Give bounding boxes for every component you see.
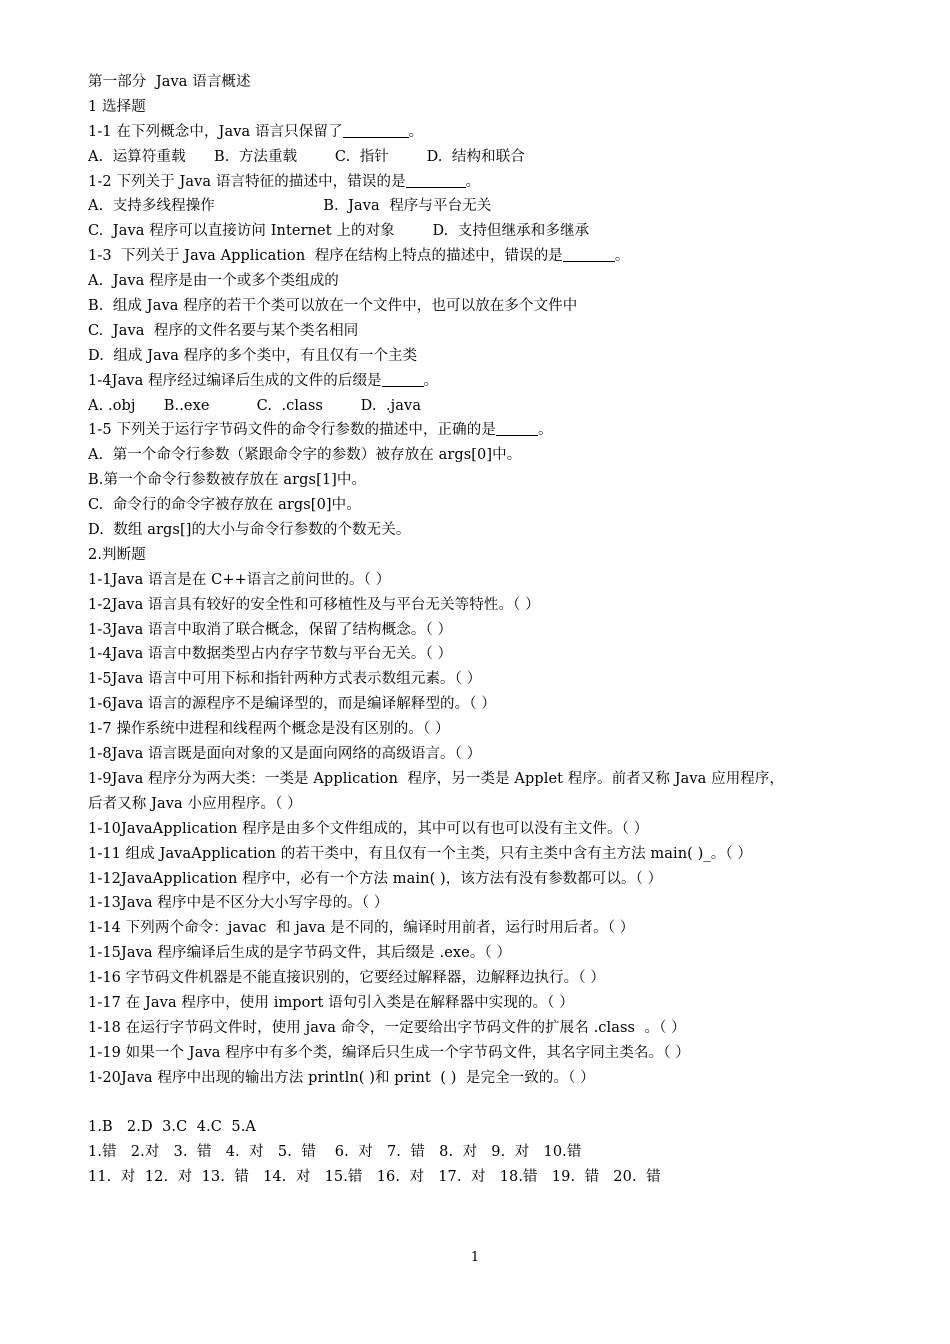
question-2-options-1: A. 支持多线程操作 B. Java 程序与平台无关 (88, 198, 492, 215)
judge-item: 1-11 组成 JavaApplication 的若干类中，有且仅有一个主类，只有主类中含有主方法 main( )_。（ ） (88, 845, 753, 862)
question-3-stem: 1-3 下列关于 Java Application 程序在结构上特点的描述中，错误的是 。 (88, 248, 630, 265)
judge-item-9-line-1: 1-9Java 程序分为两大类：一类是 Application 程序，另一类是 Applet 程序。前者又称 Java 应用程序， (88, 770, 785, 787)
judge-item: 1-15Java 程序编译后生成的是字节码文件，其后缀是 .exe。（ ） (88, 945, 512, 962)
judge-item-9-line-2: 后者又称 Java 小应用程序。（ ） (88, 795, 302, 812)
answer-blank (406, 173, 466, 188)
question-5-option-d: D. 数组 args[]的大小与命令行参数的个数无关。 (88, 522, 411, 539)
question-3-option-d: D. 组成 Java 程序的多个类中，有且仅有一个主类 (88, 347, 418, 364)
question-5-option-c: C. 命令行的命令字被存放在 args[0]中。 (88, 497, 361, 514)
question-2-options-2: C. Java 程序可以直接访问 Internet 上的对象 D. 支持但继承和多继承 (88, 223, 590, 240)
question-4-stem: 1-4Java 程序经过编译后生成的文件的后缀是 。 (88, 372, 439, 389)
judge-item: 1-20Java 程序中出现的输出方法 println( )和 print ( ) 是完全一致的。（ ） (88, 1069, 595, 1086)
judge-item: 1-13Java 程序中是不区分大小写字母的。（ ） (88, 895, 389, 912)
judge-item: 1-18 在运行字节码文件时，使用 java 命令，一定要给出字节码文件的扩展名 .class 。（ ） (88, 1019, 686, 1036)
judge-item: 1-2Java 语言具有较好的安全性和可移植性及与平台无关等特性。（ ） (88, 596, 540, 613)
document-content (88, 70, 878, 1190)
question-5-option-a: A. 第一个命令行参数（紧跟命令字的参数）被存放在 args[0]中。 (88, 447, 522, 464)
judge-item: 1-10JavaApplication 程序是由多个文件组成的，其中可以有也可以没有主文件。（ ） (88, 820, 649, 837)
answers-choice: 1.B 2.D 3.C 4.C 5.A (88, 1119, 256, 1136)
question-1-stem: 1-1 在下列概念中，Java 语言只保留了 。 (88, 123, 424, 140)
judge-item: 1-8Java 语言既是面向对象的又是面向网络的高级语言。（ ） (88, 746, 482, 763)
question-5-stem: 1-5 下列关于运行字节码文件的命令行参数的描述中，正确的是 。 (88, 422, 553, 439)
judge-item: 1-19 如果一个 Java 程序中有多个类，编译后只生成一个字节码文件，其名字同主类名。（ ） (88, 1044, 690, 1061)
question-2-stem: 1-2 下列关于 Java 语言特征的描述中，错误的是 。 (88, 173, 481, 190)
section-title: 第一部分 Java 语言概述 (88, 74, 251, 90)
judge-item: 1-1Java 语言是在 C++语言之前问世的。（ ） (88, 571, 391, 588)
judge-item: 1-5Java 语言中可用下标和指针两种方式表示数组元素。（ ） (88, 671, 482, 688)
judge-item: 1-3Java 语言中取消了联合概念，保留了结构概念。（ ） (88, 621, 453, 638)
answers-judge-2: 11. 对 12. 对 13. 错 14. 对 15.错 16. 对 17. 对 18.错 19. 错 20. 错 (88, 1169, 661, 1186)
judge-item: 1-12JavaApplication 程序中，必有一个方法 main( )，该方法有没有参数都可以。（ ） (88, 870, 663, 887)
judge-item: 1-4Java 语言中数据类型占内存字节数与平台无关。（ ） (88, 646, 453, 663)
answers-judge-1: 1.错 2.对 3. 错 4. 对 5. 错 6. 对 7. 错 8. 对 9. 对 10.错 (88, 1144, 582, 1161)
page-number: 1 (470, 1250, 480, 1265)
spacer (88, 1091, 878, 1116)
judge-item: 1-6Java 语言的源程序不是编译型的，而是编译解释型的。（ ） (88, 696, 496, 713)
question-3-option-c: C. Java 程序的文件名要与某个类名相同 (88, 322, 359, 339)
judge-item: 1-17 在 Java 程序中，使用 import 语句引入类是在解释器中实现的。（ ） (88, 994, 574, 1011)
answer-blank (496, 421, 538, 436)
question-5-option-b: B.第一个命令行参数被存放在 args[1]中。 (88, 472, 367, 489)
question-3-option-b: B. 组成 Java 程序的若干个类可以放在一个文件中，也可以放在多个文件中 (88, 298, 578, 315)
question-3-option-a: A. Java 程序是由一个或多个类组成的 (88, 273, 339, 290)
answer-blank (343, 123, 409, 138)
choice-heading: 1 选择题 (88, 98, 146, 115)
judge-item: 1-16 字节码文件机器是不能直接识别的，它要经过解释器，边解释边执行。（ ） (88, 970, 605, 987)
answer-blank (563, 247, 615, 262)
answer-blank (382, 372, 424, 387)
judge-item: 1-14 下列两个命令：javac 和 java 是不同的，编译时用前者，运行时用后者。（ ） (88, 920, 635, 937)
question-4-options: A. .obj B..exe C. .class D. .java (88, 397, 422, 414)
judge-item: 1-7 操作系统中进程和线程两个概念是没有区别的。（ ） (88, 721, 450, 738)
judge-heading: 2.判断题 (88, 546, 146, 563)
question-1-options: A. 运算符重载 B. 方法重载 C. 指针 D. 结构和联合 (88, 148, 525, 165)
